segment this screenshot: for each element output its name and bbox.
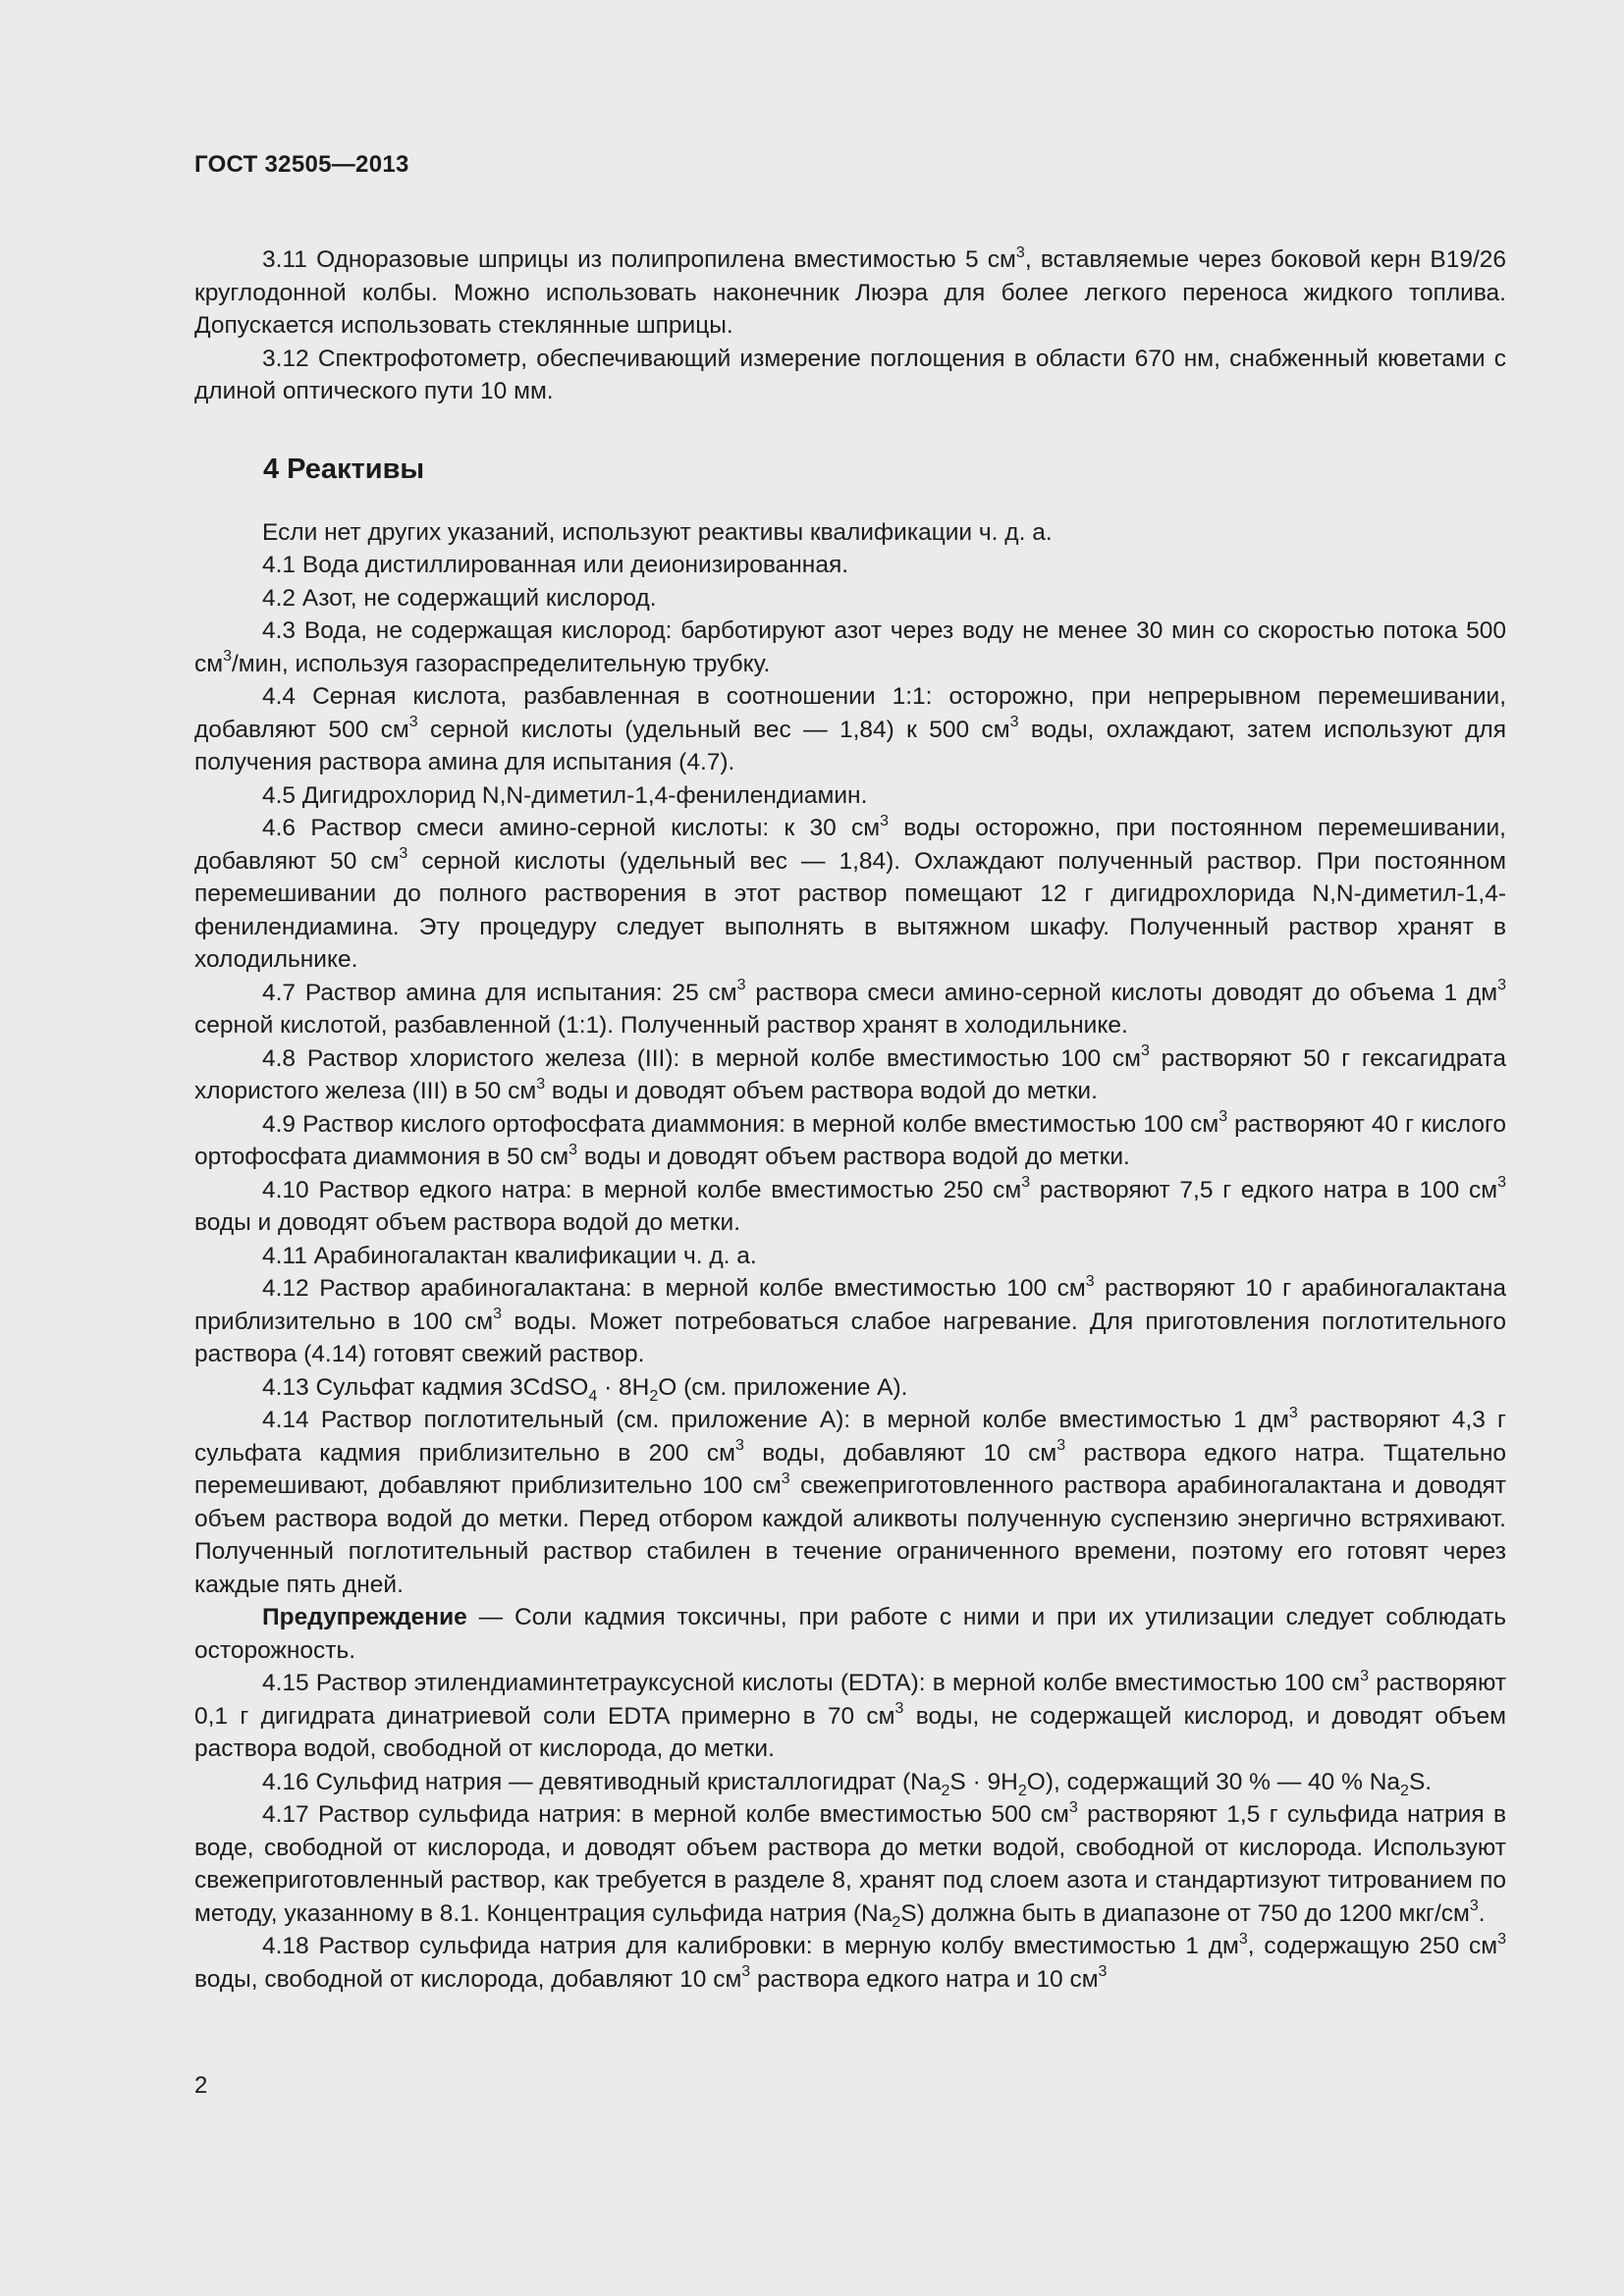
- paragraphs-paragraph: 4.17 Раствор сульфида натрия: в мерной колбе вместимостью 500 $см^3$ растворяют 1,5 г сульфида натрия в воде, свободной от кислорода, и доводят объем раствора до метки водой, свободной от кислорода. Используют свежеприготовленный раствор, как требуется в разделе 8, хранят под слоем азота и стандартизуют титрованием по методу, указанному в 8.1. Концентрация сульфида натрия $(Na_2S)$ должна быть в диапазоне от 750 до 1200 мкг/$см^3$.: [194, 1798, 1506, 1931]
- paragraphs-paragraph: 4.4 Серная кислота, разбавленная в соотношении 1:1: осторожно, при непрерывном перемешивании, добавляют 500 $см^3$ серной кислоты (удельный вес — 1,84) к 500 $см^3$ воды, охлаждают, затем используют для получения раствора амина для испытания (4.7).: [194, 683, 1506, 775]
- paragraphs-paragraph: Если нет других указаний, используют реактивы квалификации ч. д. а.: [262, 518, 1053, 546]
- paragraphs-paragraph: 4.11 Арабиногалактан квалификации ч. д. а.: [262, 1242, 757, 1269]
- paragraphs-paragraph: 4.2 Азот, не содержащий кислород.: [262, 584, 657, 612]
- paragraphs-paragraph: 4.8 Раствор хлористого железа (III): в мерной колбе вместимостью 100 $см^3$ растворяют 50 г гексагидрата хлористого железа (III) в 50 $см^3$ воды и доводят объем раствора водой до метки.: [194, 1042, 1506, 1104]
- paragraphs-paragraph: 4.3 Вода, не содержащая кислород: барботируют азот через воду не менее 30 мин со скоростью потока 500 $см^3$/мин, используя газораспределительную трубку.: [194, 617, 1506, 677]
- paragraphs-paragraph: 4.16 Сульфид натрия — девятиводный кристаллогидрат $(Na_2S \cdot 9H_2O)$, содержащий 30 % — 40 % $Na_2S$.: [262, 1768, 1433, 1799]
- section-title: 4 Реактивы: [263, 453, 425, 485]
- paragraphs-paragraph: 4.18 Раствор сульфида натрия для калибровки: в мерную колбу вместимостью 1 $дм^3$, содержащую 250 $см^3$ воды, свободной от кислорода, добавляют 10 $см^3$ раствора едкого натра и 10 $см^3$: [194, 1930, 1506, 1993]
- paragraphs_top-paragraph: 3.11 Одноразовые шприцы из полипропилена вместимостью 5 $см^3$, вставляемые через боковой керн В19/26 круглодонной колбы. Можно использовать наконечник Люэра для более легкого переноса жидкого топлива. Допускается использовать стеклянные шприцы.: [194, 243, 1507, 339]
- paragraphs-paragraph: Предупреждение — Соли кадмия токсичны, при работе с ними и при их утилизации следует соблюдать осторожность.: [194, 1604, 1506, 1664]
- paragraphs-paragraph: 4.15 Раствор этилендиаминтетрауксусной кислоты (EDTA): в мерной колбе вместимостью 100 $см^3$ растворяют 0,1 г дигидрата динатриевой соли EDTA примерно в 70 $см^3$ воды, не содержащей кислород, и доводят объем раствора водой, свободной от кислорода, до метки.: [194, 1667, 1507, 1762]
- paragraphs-paragraph: 4.12 Раствор арабиногалактана: в мерной колбе вместимостью 100 $см^3$ растворяют 10 г арабиногалактана приблизительно в 100 $см^3$ воды. Может потребоваться слабое нагревание. Для приготовления поглотительного раствора (4.14) готовят свежий раствор.: [194, 1272, 1506, 1367]
- paragraphs-paragraph: 4.10 Раствор едкого натра: в мерной колбе вместимостью 250 $см^3$ растворяют 7,5 г едкого натра в 100 $см^3$ воды и доводят объем раствора водой до метки.: [194, 1174, 1506, 1236]
- document-header: ГОСТ 32505—2013: [194, 151, 409, 178]
- paragraphs-paragraph: 4.14 Раствор поглотительный (см. приложение А): в мерной колбе вместимостью 1 $дм^3$ растворяют 4,3 г сульфата кадмия приблизительно в 200 $см^3$ воды, добавляют 10 $см^3$ раствора едкого натра. Тщательно перемешивают, добавляют приблизительно 100 $см^3$ свежеприготовленного раствора арабиногалактана и доводят объем раствора водой до метки. Перед отбором каждой аликвоты полученную суспензию энергично встряхивают. Полученный поглотительный раствор стабилен в течение ограниченного времени, поэтому его готовят через каждые пять дней.: [194, 1404, 1506, 1598]
- paragraphs-paragraph: 4.5 Дигидрохлорид N,N-диметил-1,4-фенилендиамин.: [262, 781, 868, 809]
- paragraphs-paragraph: 4.7 Раствор амина для испытания: 25 $см^3$ раствора смеси амино-серной кислоты доводят до объема 1 $дм^3$ серной кислотой, разбавленной (1:1). Полученный раствор хранят в холодильнике.: [194, 977, 1506, 1039]
- paragraphs-paragraph: 4.1 Вода дистиллированная или деионизированная.: [262, 552, 849, 578]
- top-paragraphs: [194, 243, 1506, 408]
- section-paragraphs: [194, 516, 1506, 1997]
- paragraphs-paragraph: 4.6 Раствор смеси амино-серной кислоты: к 30 $см^3$ воды осторожно, при постоянном перемешивании, добавляют 50 $см^3$ серной кислоты (удельный вес — 1,84). Охлаждают полученный раствор. При постоянном перемешивании до полного растворения в этот раствор помещают 12 г дигидрохлорида N,N-диметил-1,4-фенилендиамина. Эту процедуру следует выполнять в вытяжном шкафу. Полученный раствор хранят в холодильнике.: [194, 812, 1506, 973]
- paragraphs-paragraph: 4.9 Раствор кислого ортофосфата диаммония: в мерной колбе вместимостью 100 $см^3$ растворяют 40 г кислого ортофосфата диаммония в 50 $см^3$ воды и доводят объем раствора водой до метки.: [194, 1108, 1507, 1170]
- page-number: 2: [194, 2072, 208, 2099]
- paragraphs-paragraph: 4.13 Сульфат кадмия 3CdSO$_4$ · $8H_2O$ (см. приложение А).: [262, 1373, 908, 1405]
- paragraphs_top-paragraph: 3.12 Спектрофотометр, обеспечивающий измерение поглощения в области 670 нм, снабженный кюветами с длиной оптического пути 10 мм.: [194, 345, 1506, 404]
